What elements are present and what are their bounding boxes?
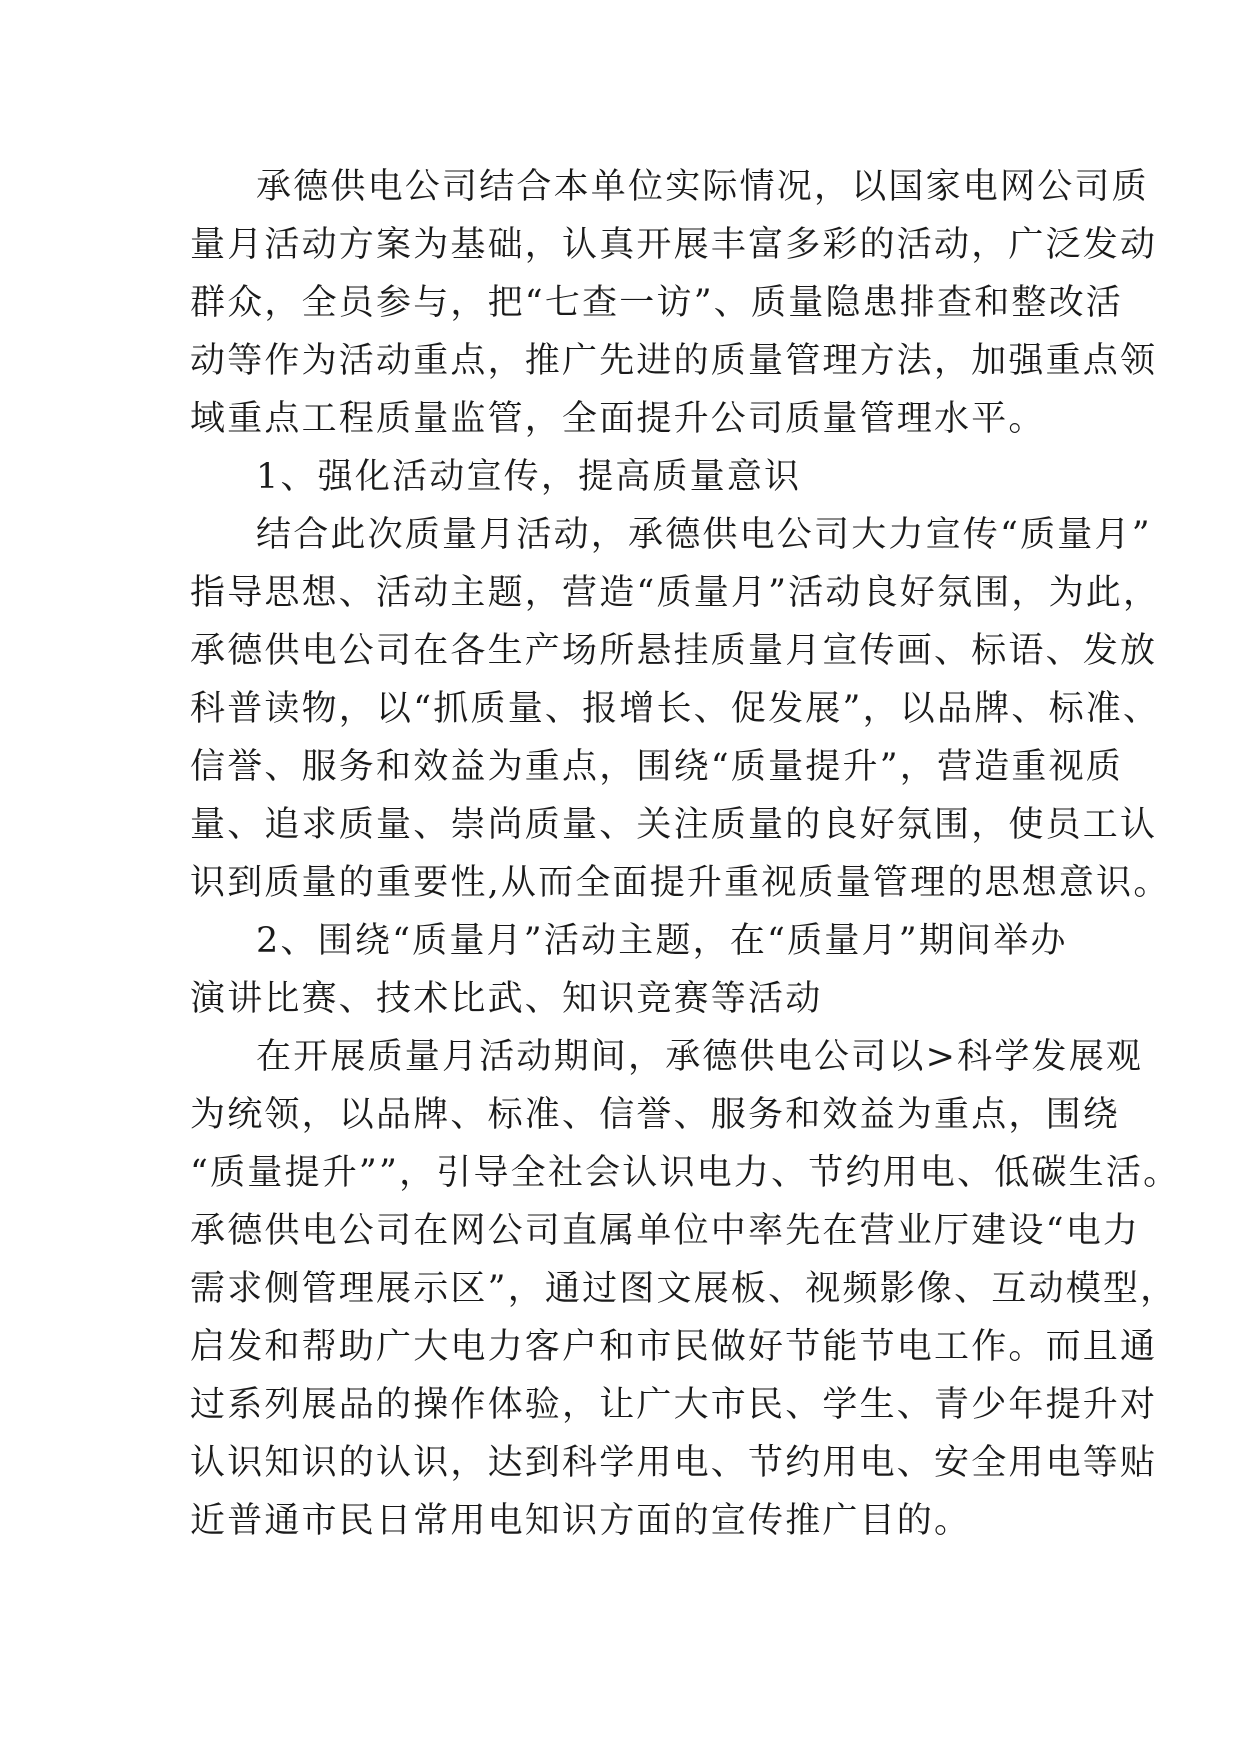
text-line: 结合此次质量月活动，承德供电公司大力宣传“质量月” — [256, 515, 1152, 555]
text-line: 科普读物，以“抓质量、报增长、促发展”，以品牌、标准、 — [190, 689, 1161, 729]
text-line: 认识知识的认识，达到科学用电、节约用电、安全用电等贴 — [190, 1443, 1158, 1483]
text-line: 域重点工程质量监管，全面提升公司质量管理水平。 — [190, 399, 1046, 439]
text-line: 近普通市民日常用电知识方面的宣传推广目的。 — [190, 1501, 972, 1541]
text-line: 量月活动方案为基础，认真开展丰富多彩的活动，广泛发动 — [190, 225, 1158, 265]
text-line: 承德供电公司在各生产场所悬挂质量月宣传画、标语、发放 — [190, 631, 1158, 671]
text-line: 量、追求质量、崇尚质量、关注质量的良好氛围，使员工认 — [190, 805, 1158, 845]
section-heading-2 — [190, 912, 1080, 1028]
heading-line: 1、强化活动宣传，提高质量意识 — [256, 457, 802, 497]
text-line: 过系列展品的操作体验，让广大市民、学生、青少年提升对 — [190, 1385, 1158, 1425]
text-line: 承德供电公司结合本单位实际情况，以国家电网公司质 — [256, 167, 1149, 207]
text-line: 需求侧管理展示区”，通过图文展板、视频影像、互动模型， — [190, 1269, 1178, 1309]
paragraph-section-2 — [190, 1028, 1181, 1550]
heading-line: 2、围绕“质量月”活动主题，在“质量月”期间举办 — [256, 921, 1068, 961]
text-line: 为统领，以品牌、标准、信誉、服务和效益为重点，围绕 — [190, 1095, 1121, 1135]
heading-line: 演讲比赛、技术比武、知识竞赛等活动 — [190, 979, 823, 1019]
text-line: 启发和帮助广大电力客户和市民做好节能节电工作。而且通 — [190, 1327, 1158, 1367]
paragraph-section-1 — [190, 506, 1171, 912]
text-line: 动等作为活动重点，推广先进的质量管理方法，加强重点领 — [190, 341, 1158, 381]
text-line: “质量提升””，引导全社会认识电力、节约用电、低碳生活。 — [190, 1153, 1181, 1193]
text-line: 信誉、服务和效益为重点，围绕“质量提升”，营造重视质 — [190, 747, 1123, 787]
document-body — [190, 158, 1181, 1550]
paragraph-intro — [190, 158, 1158, 448]
text-line: 在开展质量月活动期间，承德供电公司以>科学发展观 — [256, 1037, 1144, 1077]
text-line: 识到质量的重要性,从而全面提升重视质量管理的思想意识。 — [190, 863, 1171, 903]
text-line: 群众，全员参与，把“七查一访”、质量隐患排查和整改活 — [190, 283, 1123, 323]
text-line: 指导思想、活动主题，营造“质量月”活动良好氛围，为此， — [190, 573, 1161, 613]
text-line: 承德供电公司在网公司直属单位中率先在营业厅建设“电力 — [190, 1211, 1141, 1251]
section-heading-1 — [190, 448, 1080, 506]
